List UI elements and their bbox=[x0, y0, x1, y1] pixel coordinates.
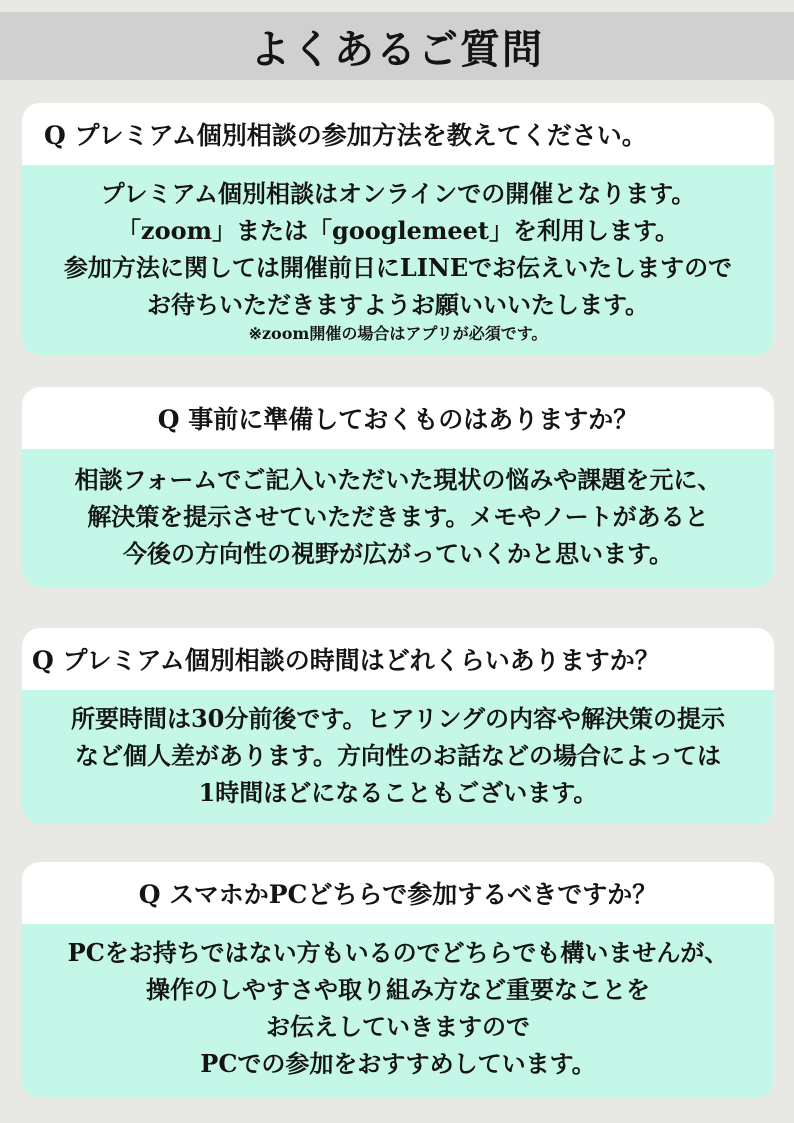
page-title: よくあるご質問 bbox=[250, 25, 544, 73]
faq-item-device bbox=[22, 862, 774, 1098]
faq-answer-line: 参加方法に関しては開催前日にLINEでお伝えいたしますので bbox=[63, 253, 733, 282]
faq-item-preparation bbox=[22, 387, 774, 587]
faq-question-text: Q スマホかPCどちらで参加するべきですか？ bbox=[138, 880, 658, 909]
faq-answer-line: 1時間ほどになることもございます。 bbox=[198, 778, 598, 807]
faq-question bbox=[22, 387, 774, 449]
faq-answer bbox=[22, 686, 774, 824]
faq-answer-line: 解決策を提示させていただきます。メモやノートがあると bbox=[87, 502, 709, 531]
faq-answer-line: など個人差があります。方向性のお話などの場合によっては bbox=[74, 741, 722, 770]
faq-answer bbox=[22, 920, 774, 1098]
faq-question bbox=[22, 103, 774, 165]
faq-answer-line: お伝えしていきますので bbox=[266, 1012, 530, 1041]
faq-answer-line: 「zoom」または「googlemeet」を利用します。 bbox=[116, 216, 680, 245]
faq-answer-note: ※zoom開催の場合はアプリが必須です。 bbox=[248, 324, 548, 343]
faq-answer-line: プレミアム個別相談はオンラインでの開催となります。 bbox=[100, 179, 696, 208]
faq-question bbox=[22, 628, 774, 690]
faq-answer bbox=[22, 445, 774, 587]
faq-item-participation-method bbox=[22, 103, 774, 355]
faq-question-text: Q プレミアム個別相談の時間はどれくらいありますか？ bbox=[32, 646, 660, 675]
page-header bbox=[0, 12, 794, 80]
faq-question-text: Q プレミアム個別相談の参加方法を教えてください。 bbox=[44, 121, 647, 150]
faq-answer-line: 相談フォームでご記入いただいた現状の悩みや課題を元に、 bbox=[74, 465, 722, 494]
faq-question bbox=[22, 862, 774, 924]
faq-answer-line: PCをお持ちではない方もいるのでどちらでも構いませんが、 bbox=[67, 938, 729, 967]
faq-answer-line: 所要時間は30分前後です。ヒアリングの内容や解決策の提示 bbox=[70, 704, 726, 733]
faq-answer bbox=[22, 161, 774, 355]
faq-question-text: Q 事前に準備しておくものはありますか？ bbox=[157, 405, 639, 434]
faq-answer-line: 今後の方向性の視野が広がっていくかと思います。 bbox=[122, 539, 674, 568]
faq-answer-line: PCでの参加をおすすめしています。 bbox=[200, 1049, 596, 1078]
faq-answer-line: 操作のしやすさや取り組み方など重要なことを bbox=[146, 975, 650, 1004]
faq-item-duration bbox=[22, 628, 774, 824]
faq-answer-line: お待ちいただきますようお願いいいたします。 bbox=[146, 290, 650, 319]
